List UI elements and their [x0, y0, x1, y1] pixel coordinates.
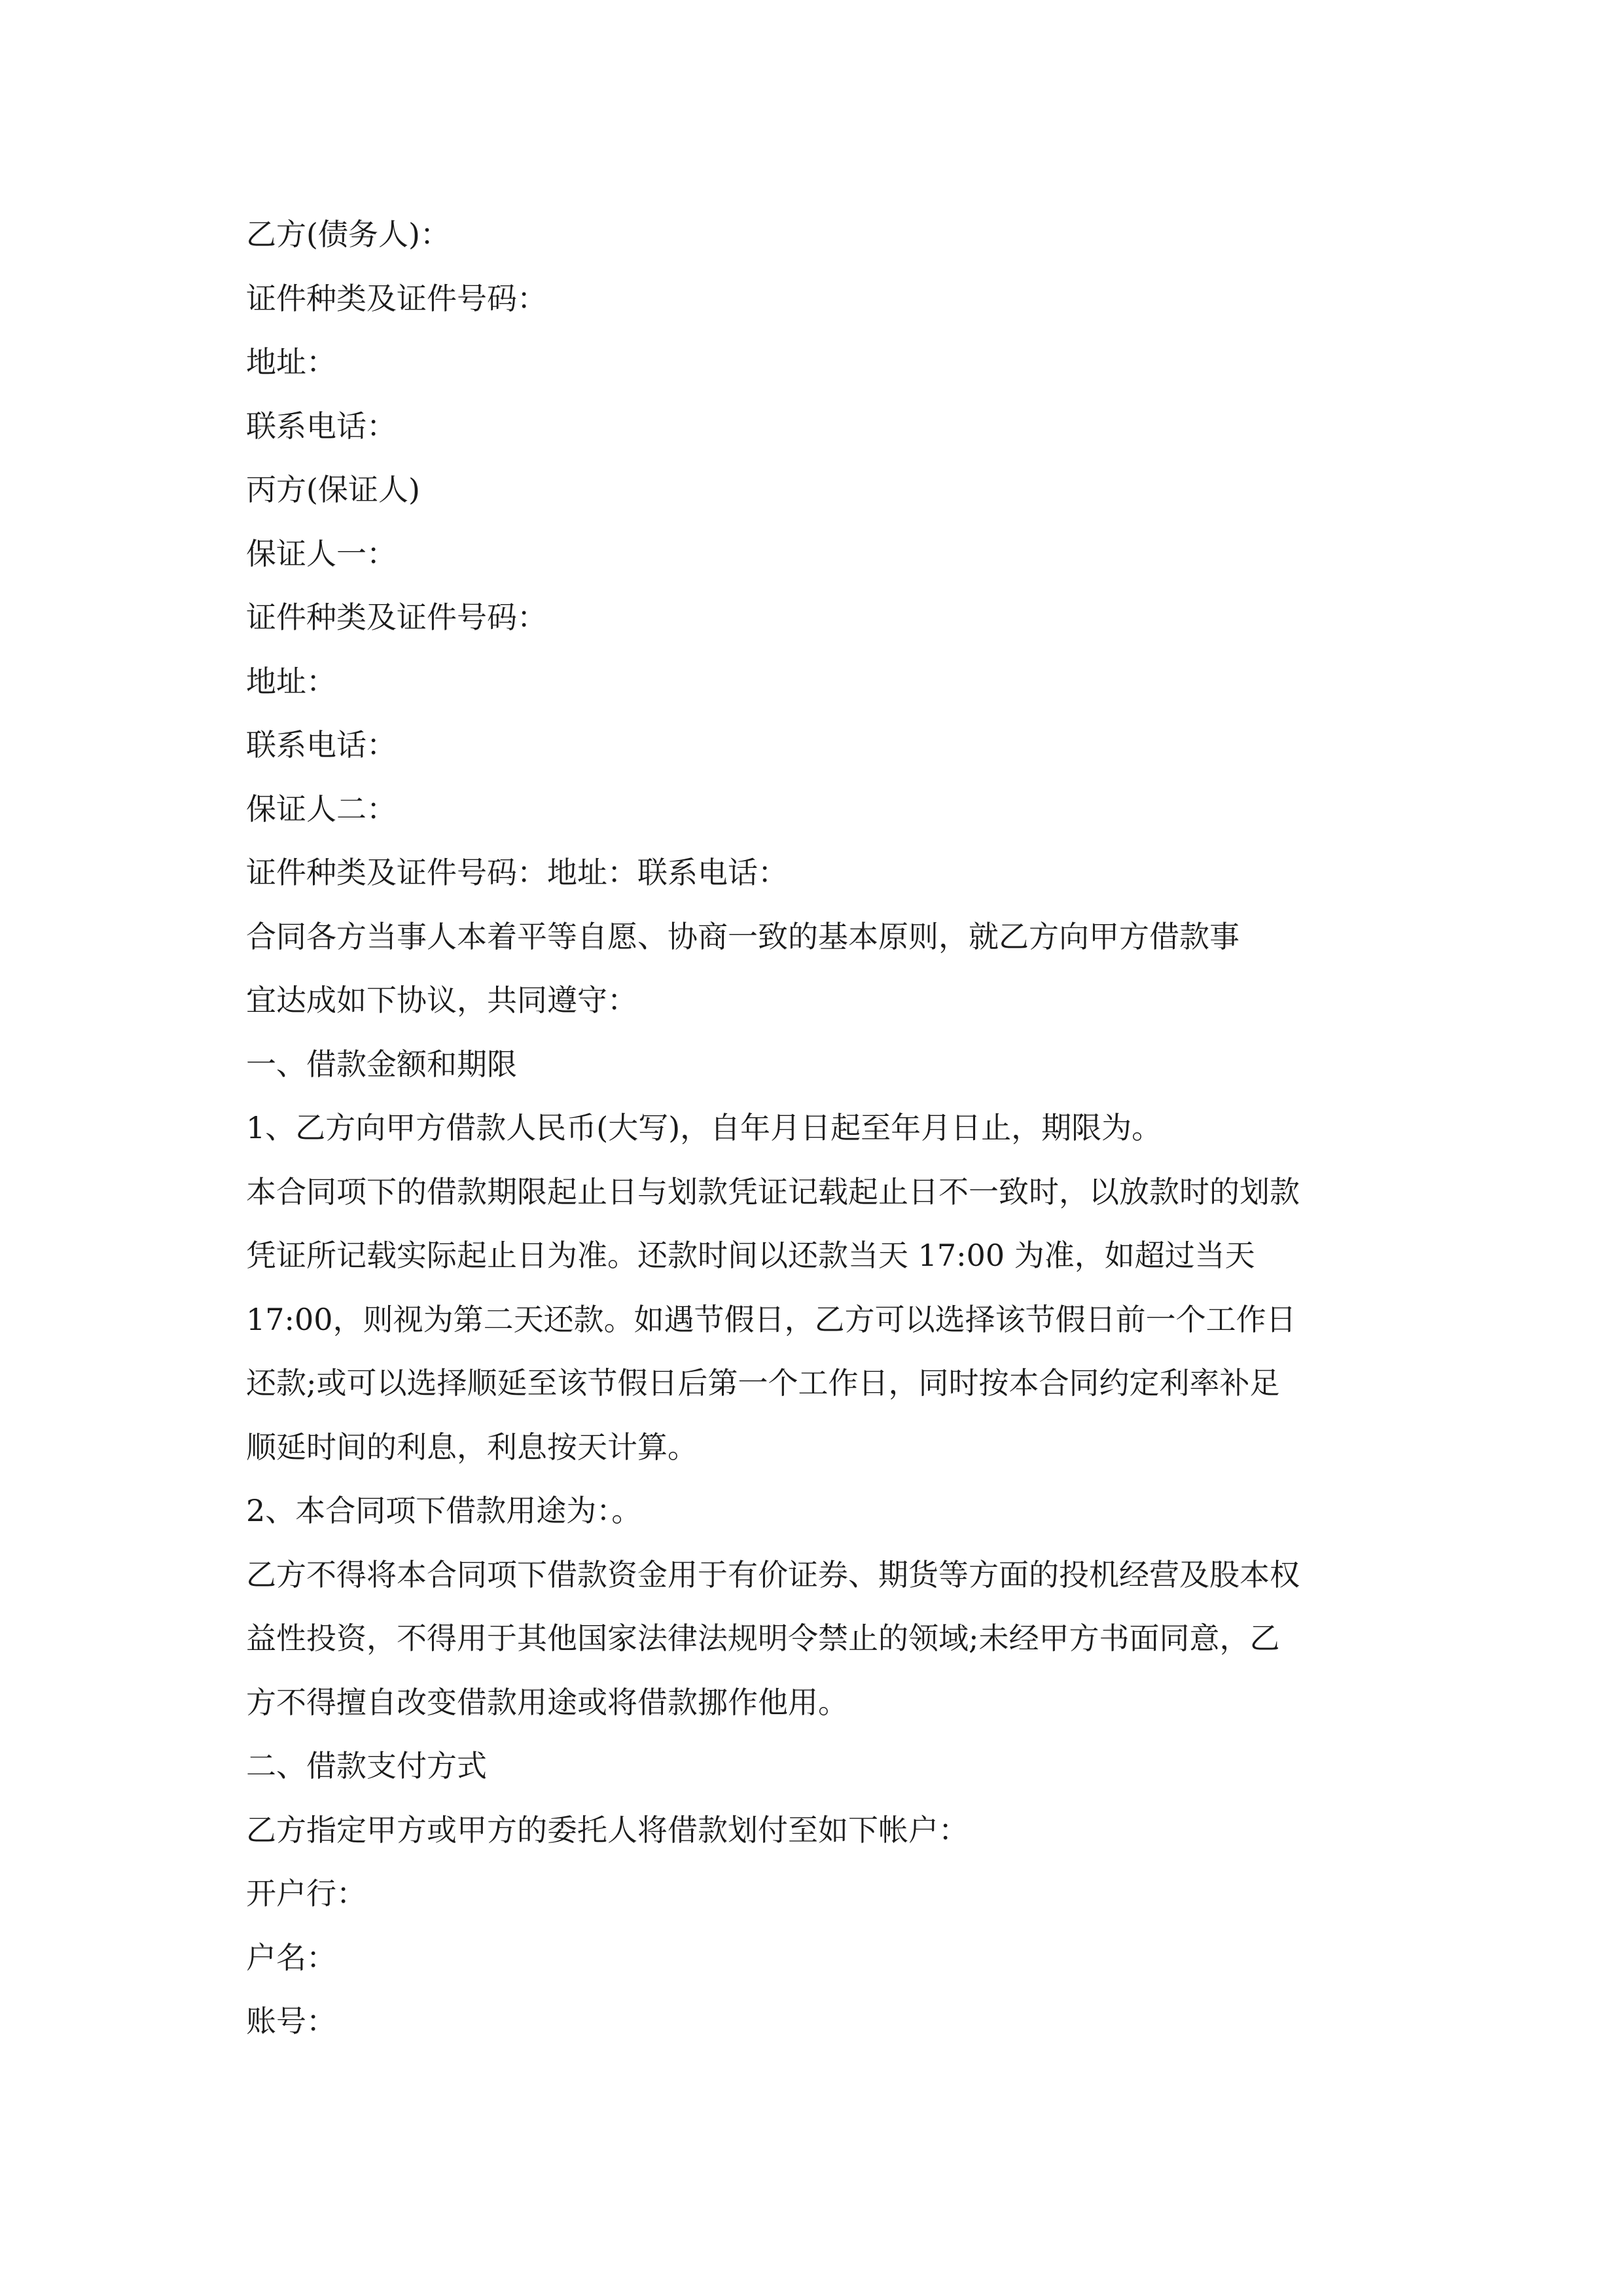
text-line-purpose-1: 乙方不得将本合同项下借款资金用于有价证券、期货等方面的投机经营及股本权 — [246, 1556, 1300, 1592]
text-line-guarantor-one-address: 地址： — [246, 663, 336, 699]
text-line-guarantor-one-phone: 联系电话： — [246, 727, 397, 762]
text-line-guarantor-heading: 丙方(保证人) — [246, 472, 420, 507]
text-line-preamble-2: 宜达成如下协议，共同遵守： — [246, 982, 637, 1018]
text-line-term-1: 本合同项下的借款期限起止日与划款凭证记载起止日不一致时，以放款时的划款 — [246, 1174, 1300, 1210]
contract-body — [246, 203, 1385, 2054]
section-heading-payment-method: 二、借款支付方式 — [246, 1748, 487, 1784]
text-line-term-4: 还款;或可以选择顺延至该节假日后第一个工作日，同时按本合同约定利率补足 — [246, 1365, 1280, 1401]
text-line-debtor-phone: 联系电话： — [246, 408, 397, 444]
text-line-guarantor-one: 保证人一： — [246, 535, 397, 571]
text-line-purpose-3: 方不得擅自改变借款用途或将借款挪作他用。 — [246, 1684, 848, 1720]
text-line-account-name: 户名： — [246, 1939, 336, 1975]
text-line-clause-2: 2、本合同项下借款用途为：。 — [246, 1493, 642, 1528]
text-line-bank: 开户行： — [246, 1876, 366, 1911]
text-line-term-2: 凭证所记载实际起止日为准。还款时间以还款当天 17:00 为准，如超过当天 — [246, 1238, 1255, 1273]
text-line-clause-1: 1、乙方向甲方借款人民币(大写)，自年月日起至年月日止，期限为。 — [246, 1110, 1162, 1145]
text-line-account-number: 账号： — [246, 2003, 336, 2039]
text-line-guarantor-two-details: 证件种类及证件号码：地址：联系电话： — [246, 855, 788, 890]
text-line-guarantor-one-id: 证件种类及证件号码： — [246, 600, 547, 635]
text-line-debtor-id: 证件种类及证件号码： — [246, 280, 547, 316]
text-line-debtor-address: 地址： — [246, 344, 336, 380]
text-line-term-3: 17:00，则视为第二天还款。如遇节假日，乙方可以选择该节假日前一个工作日 — [246, 1301, 1296, 1337]
section-heading-amount-term: 一、借款金额和期限 — [246, 1046, 517, 1082]
text-line-payment-account: 乙方指定甲方或甲方的委托人将借款划付至如下帐户： — [246, 1812, 969, 1848]
text-line-debtor: 乙方(债务人)： — [246, 217, 450, 252]
text-line-term-5: 顺延时间的利息，利息按天计算。 — [246, 1429, 698, 1465]
text-line-purpose-2: 益性投资，不得用于其他国家法律法规明令禁止的领域;未经甲方书面同意，乙 — [246, 1621, 1280, 1656]
text-line-preamble-1: 合同各方当事人本着平等自愿、协商一致的基本原则，就乙方向甲方借款事 — [246, 918, 1240, 954]
text-line-guarantor-two: 保证人二： — [246, 791, 397, 827]
